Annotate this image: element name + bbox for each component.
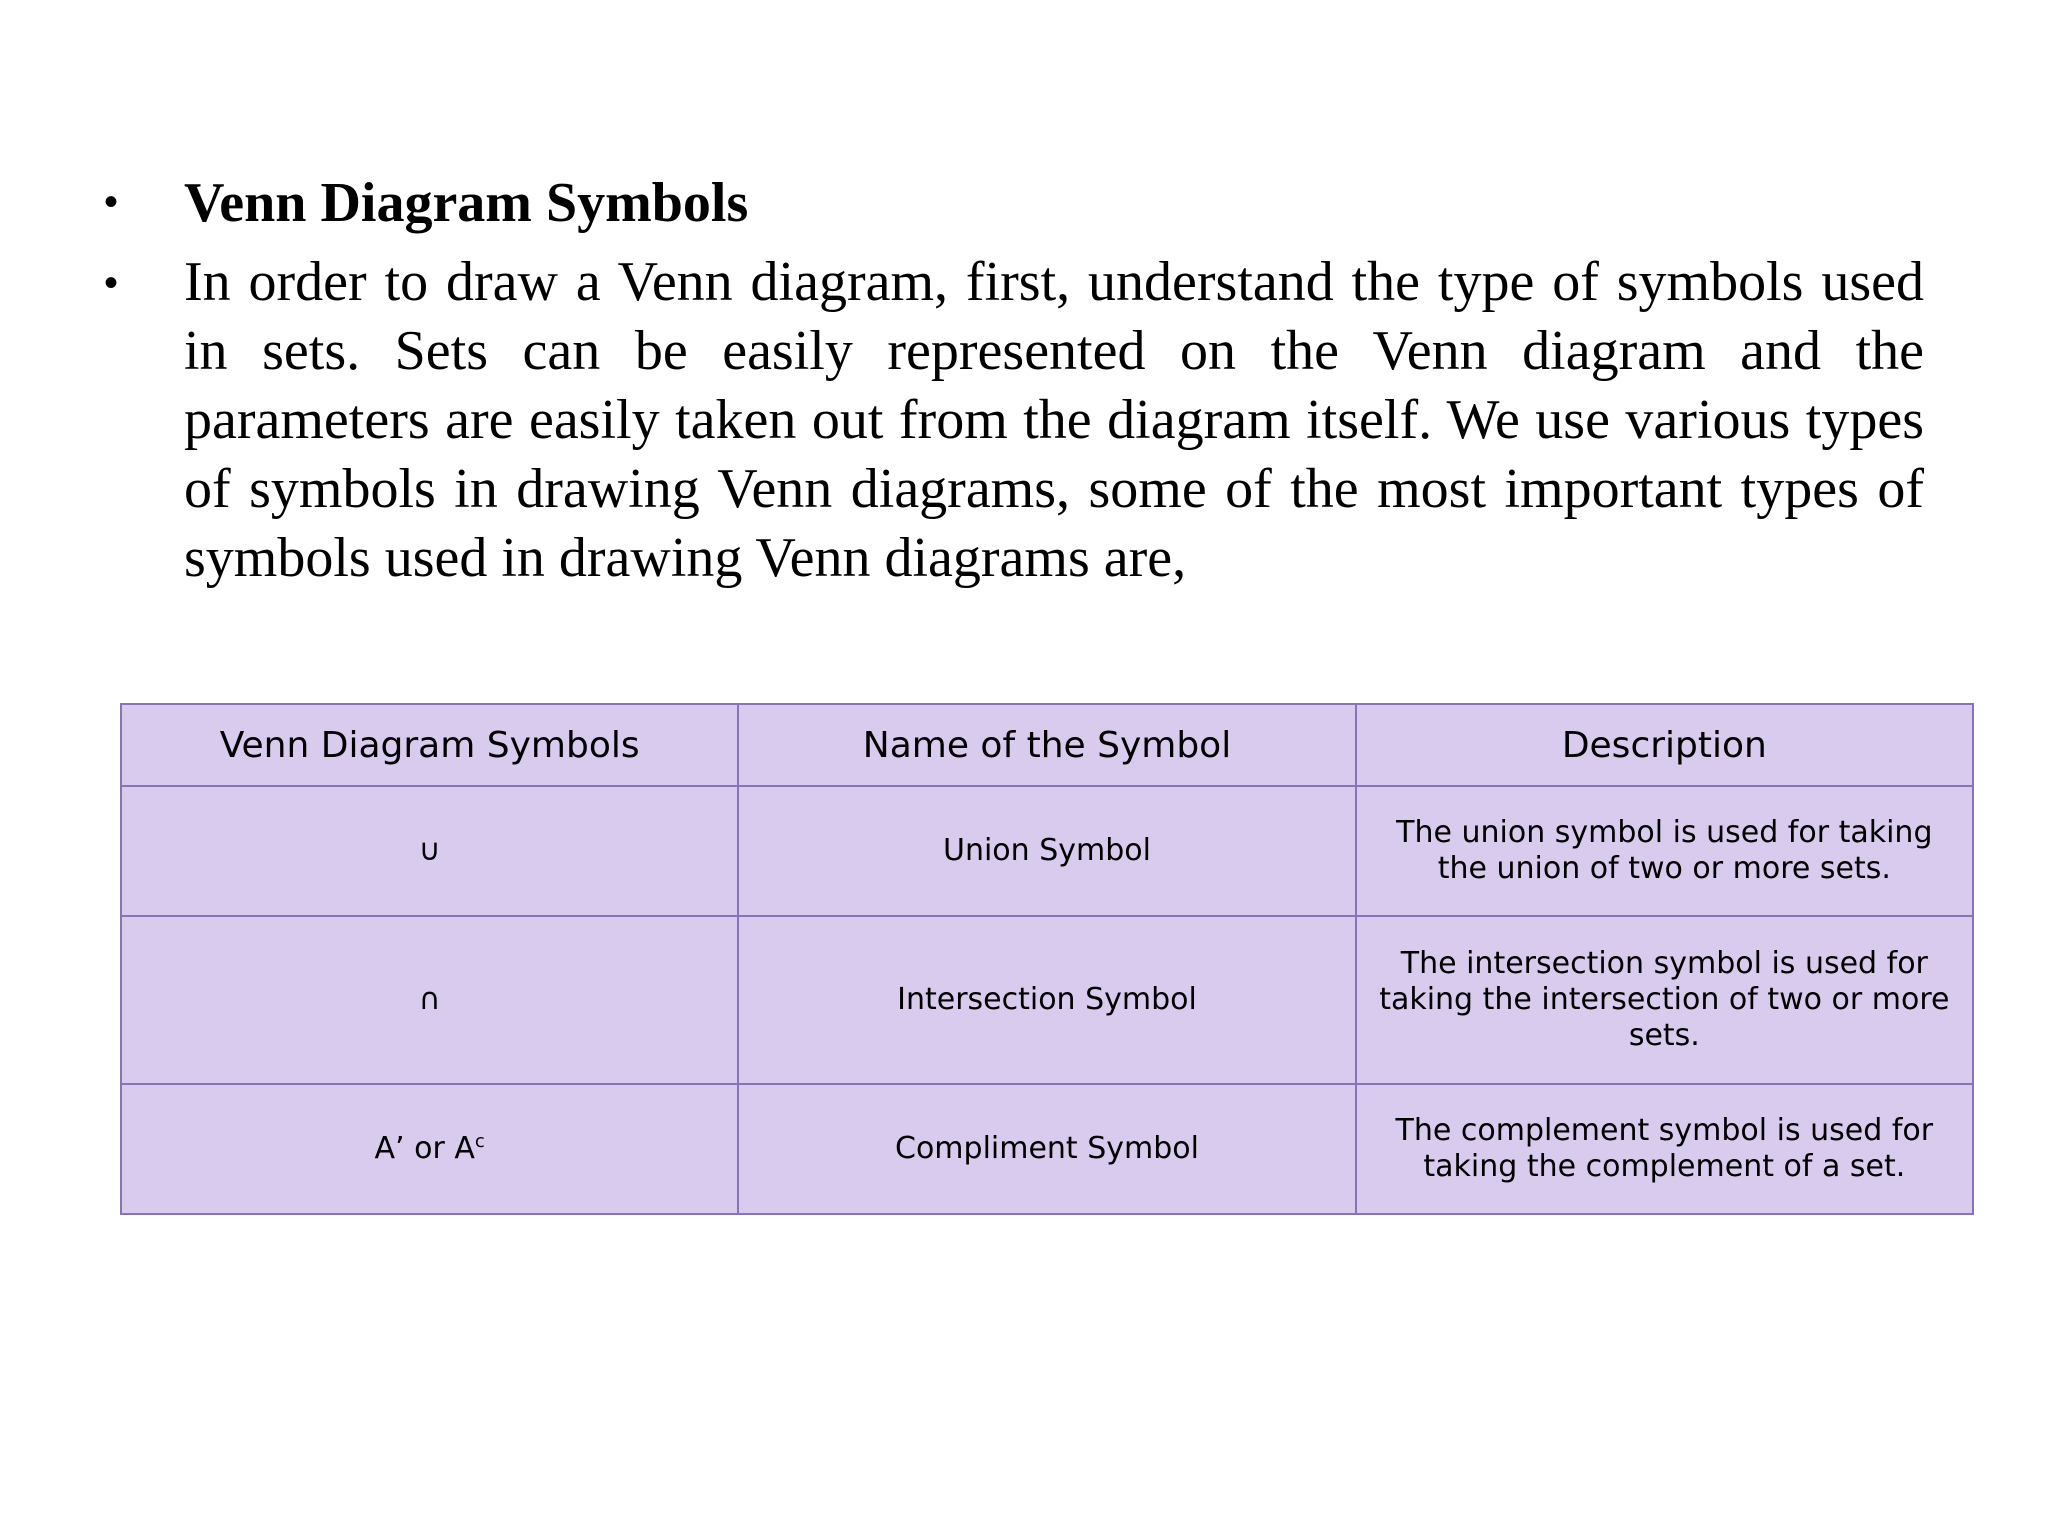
name-cell-complement: Compliment Symbol: [738, 1084, 1355, 1214]
bullet-dot-icon: •: [104, 180, 119, 224]
name-cell-intersection: Intersection Symbol: [738, 916, 1355, 1084]
bullet-list: [104, 168, 1924, 593]
bullet-dot-icon: •: [104, 261, 119, 305]
table-row: [121, 1084, 1973, 1214]
table-row: [121, 786, 1973, 916]
table-header-row: [121, 704, 1973, 786]
bullet-heading: [104, 168, 1924, 238]
table-row: [121, 916, 1973, 1084]
bullet-body: [104, 248, 1924, 593]
symbol-superscript: c: [474, 1131, 485, 1152]
header-description: Description: [1356, 704, 1973, 786]
symbol-cell-union: ∪: [121, 786, 738, 916]
description-cell-union: The union symbol is used for taking the union of two or more sets.: [1356, 786, 1973, 916]
body-paragraph: In order to draw a Venn diagram, first, understand the type of symbols used in sets. Sets can be easily represented on the Venn diagram and the parameters are easily taken out from the diagram itself. We use various types of symbols in drawing Venn diagrams, some of the most important types of symbols used in drawing Venn diagrams are,: [184, 251, 1924, 589]
header-venn-diagram-symbols: Venn Diagram Symbols: [121, 704, 738, 786]
name-cell-union: Union Symbol: [738, 786, 1355, 916]
symbol-cell-complement: [121, 1084, 738, 1214]
description-cell-complement: The complement symbol is used for taking the complement of a set.: [1356, 1084, 1973, 1214]
symbol-cell-intersection: ∩: [121, 916, 738, 1084]
description-cell-intersection: The intersection symbol is used for taking the intersection of two or more sets.: [1356, 916, 1973, 1084]
symbols-table: [120, 703, 1974, 1215]
symbol-base: A’ or A: [374, 1131, 475, 1166]
section-heading: Venn Diagram Symbols: [184, 172, 749, 234]
header-name-of-symbol: Name of the Symbol: [738, 704, 1355, 786]
